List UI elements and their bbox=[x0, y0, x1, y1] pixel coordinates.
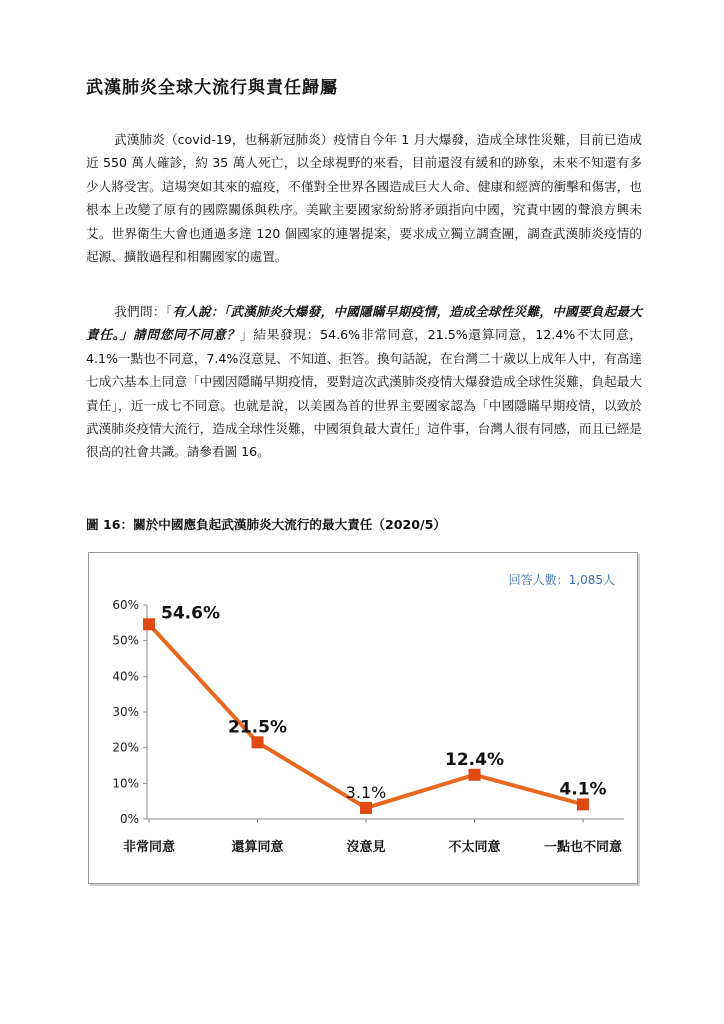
paragraph-findings-rest: 」結果發現：54.6%非常同意，21.5%還算同意，12.4%不太同意，4.1%一點也不同意，7.4%沒意見、不知道、拒答。換句話說，在台灣二十歲以上成年人中，有高達七成六基本上同意「中國因隱瞞早期疫情，要對這次武漢肺炎疫情大爆發造成全球性災難，負起最大責任」，近一成七不同意。也就是說，以美國為首的世界主要國家認為「中國隱瞞早期疫情，以致於武漢肺炎疫情大流行，造成全球性災難，中國須負最大責任」這件事，台灣人很有同感，而且已經是很高的社會共識。請參看圖 16。 bbox=[86, 327, 643, 460]
data-label: 4.1% bbox=[559, 779, 607, 800]
y-tick-label: 30% bbox=[112, 705, 139, 719]
data-point-marker bbox=[469, 769, 481, 781]
y-tick-label: 60% bbox=[112, 598, 139, 612]
x-tick-label: 非常同意 bbox=[122, 840, 176, 855]
y-tick-label: 20% bbox=[112, 740, 139, 755]
survey-question: 有人說：「武漢肺炎大爆發，中國隱瞞早期疫情，造成全球性災難，中國要負起最大責任。」請問您同不同意？ bbox=[86, 304, 643, 343]
figure-title: 圖 16：關於中國應負起武漢肺炎大流行的最大責任（2020/5） bbox=[86, 517, 446, 532]
x-tick-label: 還算同意 bbox=[231, 840, 284, 855]
data-point-marker bbox=[252, 736, 264, 748]
line-chart bbox=[89, 553, 637, 883]
data-point-marker bbox=[577, 798, 589, 810]
respondent-count: 回答人數：1,085人 bbox=[508, 573, 615, 587]
x-tick-label: 一點也不同意 bbox=[543, 840, 623, 855]
x-tick-label: 沒意見 bbox=[346, 840, 386, 855]
y-tick-label: 10% bbox=[112, 776, 139, 791]
y-tick-label: 40% bbox=[112, 669, 139, 684]
data-label: 3.1% bbox=[345, 782, 387, 802]
data-label: 21.5% bbox=[228, 717, 287, 738]
y-tick-label: 50% bbox=[112, 633, 139, 648]
data-point-marker bbox=[360, 802, 372, 814]
paragraph-findings bbox=[86, 300, 642, 464]
paragraph-intro bbox=[86, 128, 642, 268]
data-point-marker bbox=[143, 618, 155, 630]
x-tick-label: 不太同意 bbox=[448, 840, 501, 855]
paragraph-intro-text: 武漢肺炎（covid-19，也稱新冠肺炎）疫情自今年 1 月大爆發，造成全球性災難，目前已造成近 550 萬人確診，約 35 萬人死亡，以全球視野的來看，目前還沒有緩和的跡象，未來不知還有多少人將受害。這場突如其來的瘟疫，不僅對全世界各國造成巨大人命、健康和經濟的衝擊和傷害，也根本上改變了原有的國際關係與秩序。美歐主要國家紛紛將矛頭指向中國，究責中國的聲浪方興未艾。世界衛生大會也通過多達 120 個國家的連署提案，要求成立獨立調查團，調查武漢肺炎疫情的起源、擴散過程和相關國家的處置。 bbox=[86, 132, 642, 265]
series-line bbox=[149, 624, 583, 808]
chart-frame bbox=[88, 552, 638, 884]
paragraph-findings-lead: 我們問：「 bbox=[114, 304, 173, 319]
data-label: 54.6% bbox=[161, 603, 220, 624]
document-title: 武漢肺炎全球大流行與責任歸屬 bbox=[86, 78, 338, 98]
data-label: 12.4% bbox=[445, 749, 504, 770]
y-tick-label: 0% bbox=[119, 812, 139, 826]
